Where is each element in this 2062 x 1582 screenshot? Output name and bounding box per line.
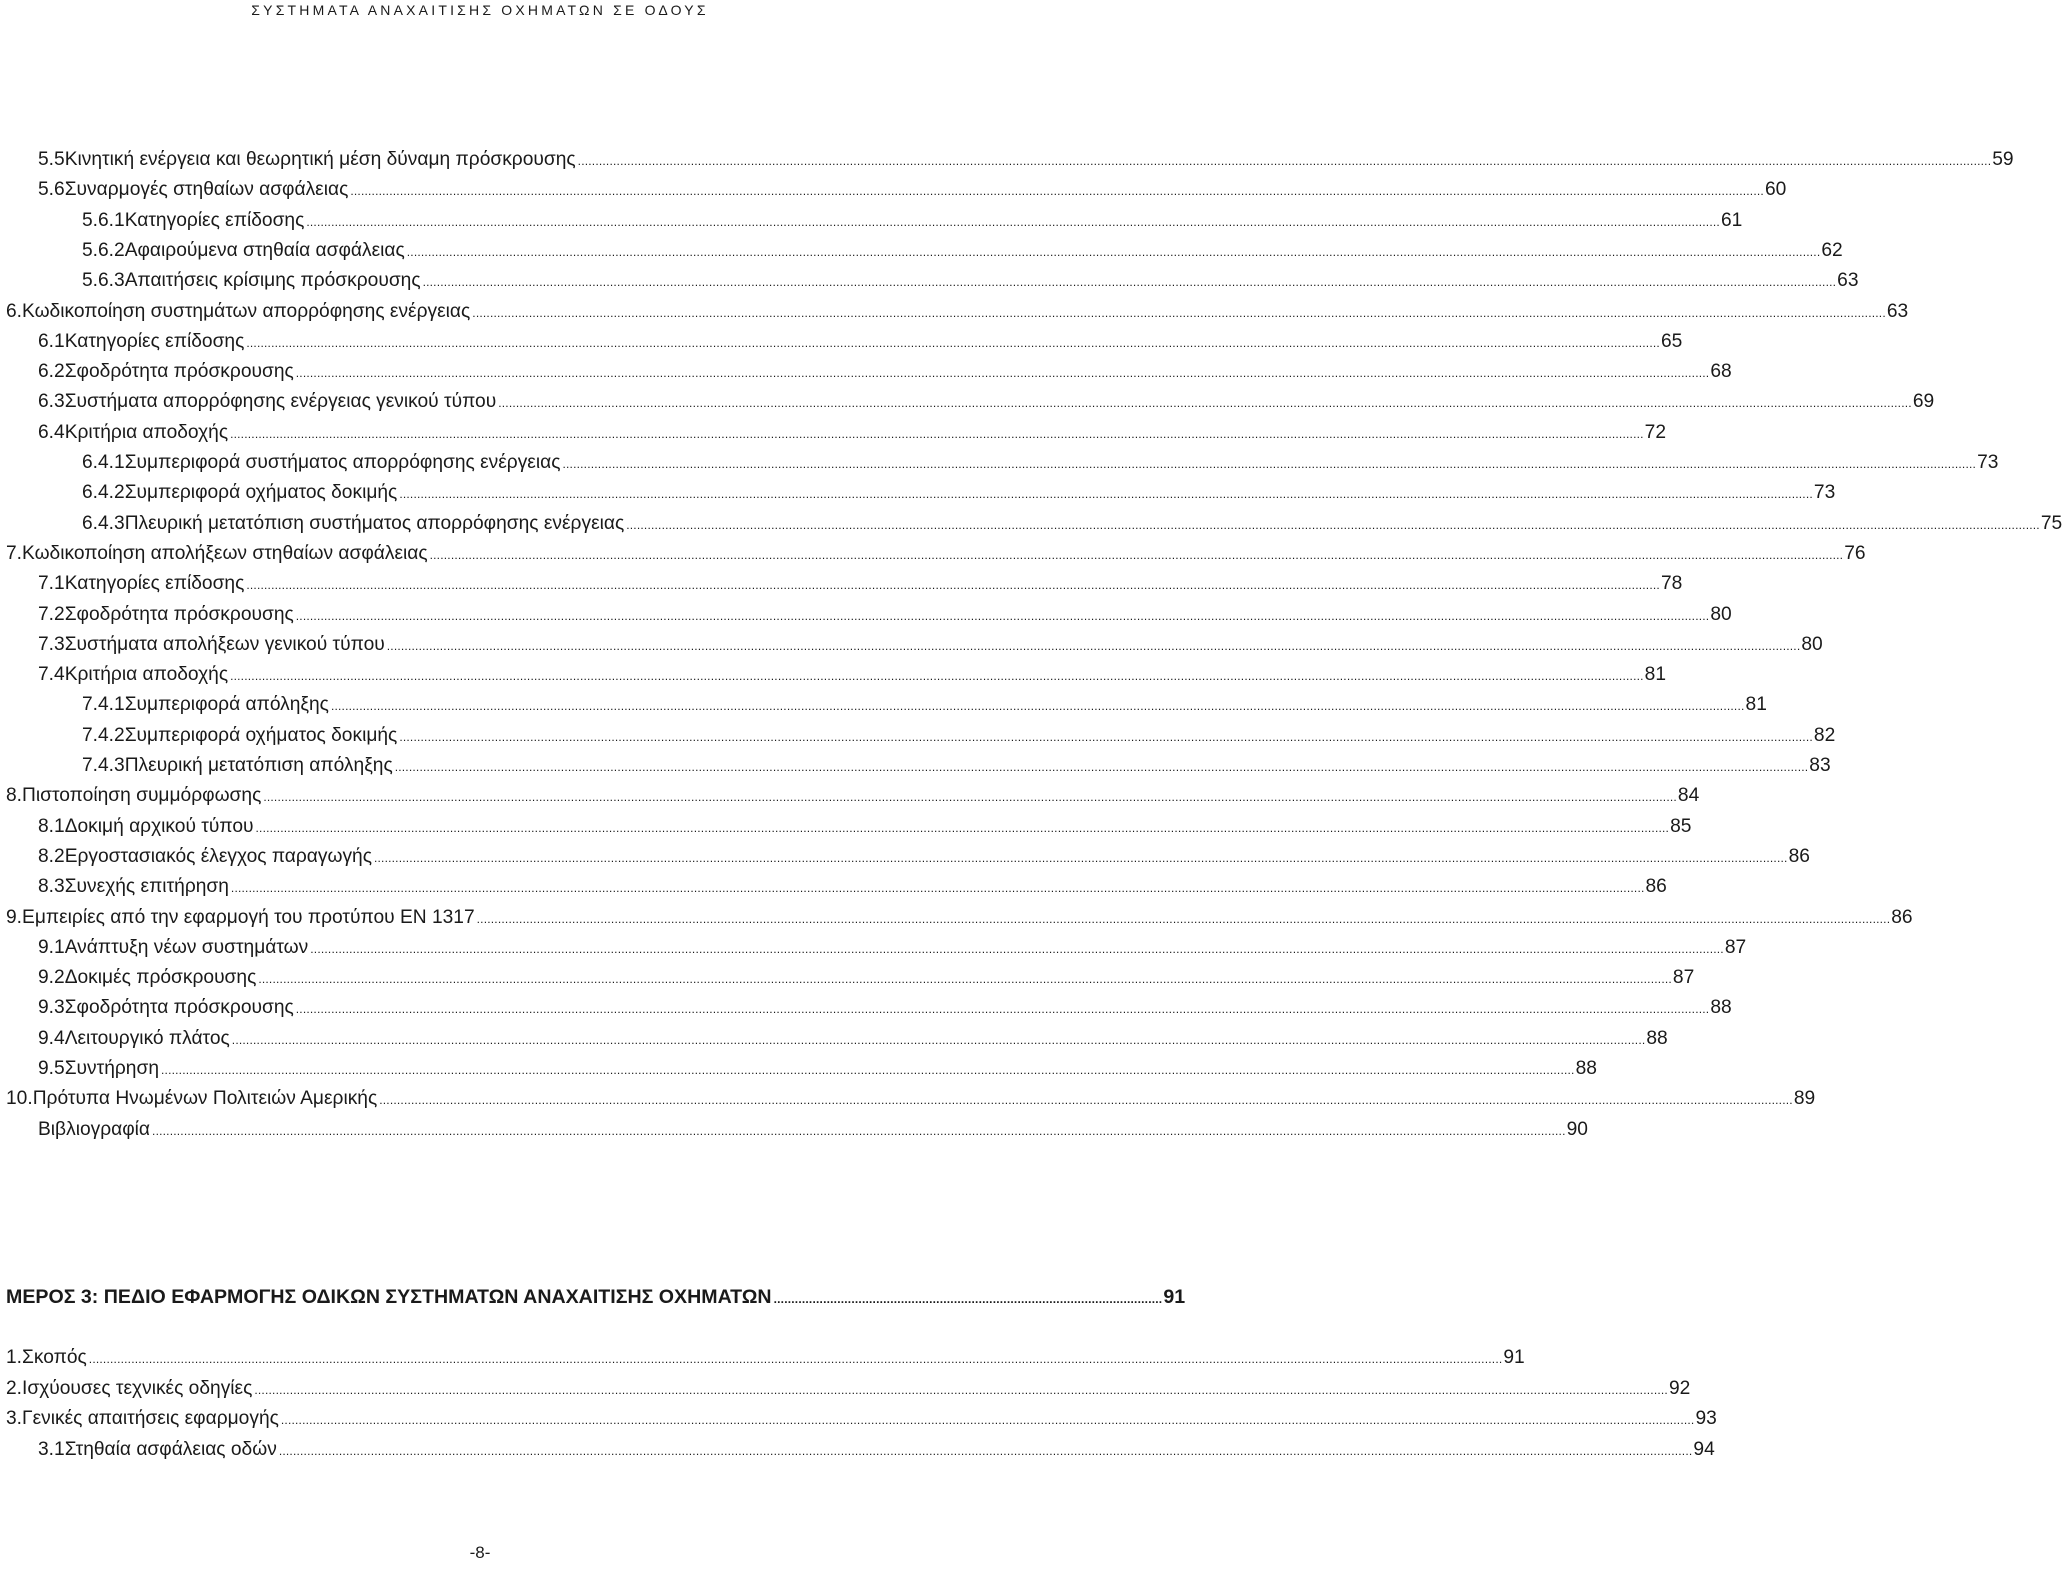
toc-entry-number: 6.4.3: [82, 512, 125, 534]
toc-entry-number: 1.: [6, 1347, 23, 1368]
toc-entry-title: Ισχύουσες τεχνικές οδηγίες: [22, 1377, 253, 1399]
toc-entry-title: Δοκιμές πρόσκρουσης: [64, 967, 257, 989]
toc-entry-number: 7.4.3: [82, 755, 125, 776]
toc-entry-title: Κριτήρια αποδοχής: [64, 664, 229, 686]
toc-entry-page: 88: [1710, 997, 1732, 1019]
leader-dots: ................................................................................................................................................................................................................................................................................................................................................................................................................: [280, 1413, 1695, 1427]
leader-dots: ................................................................................................................................................................................................................................................................................................................................................................................................................: [255, 820, 1670, 835]
toc-entry-title: Συνεχής επιτήρηση: [64, 876, 229, 898]
toc-entry-page: 86: [1891, 906, 1913, 928]
toc-entry-number: 9.5: [38, 1058, 65, 1079]
toc-entry-title: Σκοπός: [22, 1347, 87, 1368]
toc-entry-page: 85: [1670, 815, 1692, 837]
toc-entry-title: Βιβλιογραφία: [38, 1118, 151, 1140]
toc-entry[interactable]: [82, 206, 1743, 236]
toc-entry-title: Σφοδρότητα πρόσκρουσης: [64, 997, 294, 1019]
toc-entry-number: 8.: [6, 785, 23, 807]
toc-entry-title: Γενικές απαιτήσεις εφαρμογής: [22, 1408, 279, 1429]
toc-entry[interactable]: [6, 1084, 1816, 1114]
toc-entry-number: 5.5: [38, 149, 65, 170]
toc-entry-title: Εργοστασιακός έλεγχος παραγωγής: [64, 845, 372, 867]
leader-dots: ................................................................................................................................................................................................................................................................................................................................................................................................................: [310, 941, 1724, 956]
toc-entry[interactable]: [6, 1374, 1691, 1404]
toc-entry-title: Αφαιρούμενα στηθαία ασφάλειας: [124, 239, 405, 261]
toc-entry-title: Κωδικοποίηση συστημάτων απορρόφησης ενέργειας: [22, 300, 471, 322]
toc-entry-title: Ανάπτυξη νέων συστημάτων: [64, 936, 309, 958]
toc-entry-number: 2.: [6, 1377, 23, 1399]
toc-entry[interactable]: [6, 781, 1700, 811]
toc-entry-title: Πλευρική μετατόπιση συστήματος απορρόφησης ενέργειας: [124, 512, 625, 534]
toc-entry-number: 6.4.1: [82, 452, 125, 473]
toc-entry-page: 76: [1844, 542, 1866, 564]
toc-entry-page: 83: [1809, 755, 1831, 776]
toc-entry-title: Συμπεριφορά απόληξης: [124, 694, 329, 716]
leader-dots: ................................................................................................................................................................................................................................................................................................................................................................................................................: [330, 699, 1745, 714]
toc-entry-page: 75: [2040, 512, 2062, 534]
toc-entry[interactable]: [82, 448, 1999, 478]
leader-dots: ................................................................................................................................................................................................................................................................................................................................................................................................................: [246, 335, 1660, 350]
part-3-heading-title: ΜΕΡΟΣ 3: ΠΕΔΙΟ ΕΦΑΡΜΟΓΗΣ ΟΔΙΚΩΝ ΣΥΣΤΗΜΑΤΩΝ ΑΝΑΧΑΙΤΙΣΗΣ ΟΧΗΜΑΤΩΝ: [6, 1286, 772, 1308]
leader-dots: ................................................................................................................................................................................................................................................................................................................................................................................................................: [230, 426, 1644, 441]
leader-dots: ................................................................................................................................................................................................................................................................................................................................................................................................................: [476, 911, 1891, 926]
toc-entry[interactable]: [38, 630, 1823, 660]
toc-entry-number: 6.4.2: [82, 482, 125, 504]
toc-entry-page: 63: [1837, 270, 1859, 292]
toc-entry-title: Πιστοποίηση συμμόρφωσης: [22, 785, 262, 807]
leader-dots: ................................................................................................................................................................................................................................................................................................................................................................................................................: [498, 396, 1912, 411]
toc-entry-number: 7.4.1: [82, 694, 125, 716]
toc-entry[interactable]: [82, 509, 2062, 539]
leader-dots: ................................................................................................................................................................................................................................................................................................................................................................................................................: [472, 305, 1886, 320]
leader-dots: ................................................................................................................................................................................................................................................................................................................................................................................................................: [231, 1032, 1646, 1047]
toc-entry-page: 84: [1677, 785, 1700, 807]
toc-entry-number: 10.: [6, 1088, 33, 1110]
toc-entry[interactable]: [38, 993, 1732, 1023]
toc-entry-page: 86: [1788, 845, 1810, 867]
toc-entry-page: 89: [1793, 1088, 1816, 1110]
toc-entry-title: Απαιτήσεις κρίσιμης πρόσκρουσης: [124, 270, 421, 292]
toc-entry-title: Κωδικοποίηση απολήξεων στηθαίων ασφάλειας: [22, 542, 428, 564]
toc-entry-number: 9.4: [38, 1027, 65, 1049]
toc-entry-page: 94: [1693, 1438, 1715, 1460]
leader-dots: ................................................................................................................................................................................................................................................................................................................................................................................................................: [258, 972, 1672, 987]
toc-entry-page: 80: [1710, 603, 1732, 625]
toc-entry-page: 87: [1672, 967, 1695, 989]
leader-dots: ................................................................................................................................................................................................................................................................................................................................................................................................................: [161, 1063, 1575, 1077]
toc-entry-page: 82: [1813, 724, 1836, 746]
running-header: ΣΥΣΤΗΜΑΤΑ ΑΝΑΧΑΙΤΙΣΗΣ ΟΧΗΜΑΤΩΝ ΣΕ ΟΔΟΥΣ: [251, 2, 709, 18]
toc-entry-page: 88: [1646, 1027, 1668, 1049]
part-3-heading-page: 91: [1163, 1286, 1186, 1308]
leader-dots: ................................................................................................................................................................................................................................................................................................................................................................................................................: [254, 1382, 1668, 1397]
toc-entry-number: 5.6: [38, 179, 65, 201]
toc-entry[interactable]: [38, 387, 1935, 417]
toc-entry-page: 68: [1710, 361, 1732, 383]
leader-dots: ................................................................................................................................................................................................................................................................................................................................................................................................................: [399, 729, 1813, 744]
toc-entry-title: Συντήρηση: [64, 1058, 159, 1079]
toc-entry[interactable]: [38, 357, 1732, 387]
toc-entry-number: 7.: [6, 542, 23, 564]
toc-entry-title: Συστήματα απορρόφησης ενέργειας γενικού τύπου: [64, 391, 497, 413]
leader-dots: ................................................................................................................................................................................................................................................................................................................................................................................................................: [152, 1123, 1566, 1138]
toc-entry-page: 61: [1720, 209, 1743, 231]
toc-entry-title: Συμπεριφορά συστήματος απορρόφησης ενέργειας: [124, 452, 561, 473]
toc-entry[interactable]: [6, 903, 1913, 933]
toc-entry-page: 65: [1660, 330, 1683, 352]
leader-dots: ................................................................................................................................................................................................................................................................................................................................................................................................................: [562, 457, 1977, 471]
toc-entry-page: 86: [1645, 876, 1667, 898]
leader-dots: ................................................................................................................................................................................................................................................................................................................................................................................................................: [406, 244, 1821, 259]
toc-entry[interactable]: [38, 933, 1747, 963]
toc-entry-title: Κινητική ενέργεια και θεωρητική μέση δύναμη πρόσκρουσης: [64, 149, 576, 170]
toc-entry-page: 78: [1660, 573, 1683, 595]
toc-entry-page: 59: [1992, 149, 2014, 170]
toc-entry[interactable]: [6, 297, 1909, 327]
toc-entry-page: 92: [1668, 1377, 1691, 1399]
toc-entry-page: 60: [1764, 179, 1787, 201]
toc-entry-page: 90: [1566, 1118, 1588, 1140]
toc-entry[interactable]: [38, 600, 1732, 630]
leader-dots: ................................................................................................................................................................................................................................................................................................................................................................................................................: [379, 1093, 1793, 1108]
toc-entry-number: 6.3: [38, 391, 65, 413]
leader-dots: ................................................................................................................................................................................................................................................................................................................................................................................................................: [230, 881, 1645, 896]
toc-entry-title: Συστήματα απολήξεων γενικού τύπου: [64, 633, 385, 655]
toc-entry[interactable]: [82, 690, 1767, 720]
leader-dots: ................................................................................................................................................................................................................................................................................................................................................................................................................: [386, 638, 1801, 653]
toc-entry-title: Κατηγορίες επίδοσης: [124, 209, 305, 231]
leader-dots: ................................................................................................................................................................................................................................................................................................................................................................................................................: [394, 760, 1809, 774]
toc-entry-title: Σφοδρότητα πρόσκρουσης: [64, 361, 294, 383]
toc-entry-number: 7.4.2: [82, 724, 125, 746]
leader-dots: ................................................................................................................................................................................................................................................................................................................................................................................................................: [422, 275, 1837, 290]
toc-entry-number: 8.2: [38, 845, 65, 867]
toc-entry[interactable]: [38, 660, 1667, 690]
toc-entry-number: 9.3: [38, 997, 65, 1019]
toc-entry-page: 69: [1912, 391, 1935, 413]
leader-dots: ................................................................................................................................................................................................................................................................................................................................................................................................................: [230, 669, 1644, 684]
toc-entry-number: 6.4: [38, 421, 65, 443]
toc-entry-number: 5.6.1: [82, 209, 125, 231]
toc-entry[interactable]: [6, 539, 1866, 569]
toc-entry-number: 9.: [6, 906, 23, 928]
toc-entry[interactable]: [6, 1343, 1525, 1373]
toc-entry-title: Συμπεριφορά οχήματος δοκιμής: [124, 724, 398, 746]
page-number-footer: -8-: [469, 1543, 491, 1562]
toc-entry-title: Πρότυπα Ηνωμένων Πολιτειών Αμερικής: [32, 1088, 378, 1110]
leader-dots: ..............................................................................................................: [773, 1292, 1163, 1306]
toc-entry[interactable]: [82, 721, 1836, 751]
leader-dots: ................................................................................................................................................................................................................................................................................................................................................................................................................: [626, 517, 2040, 532]
toc-entry-number: 7.1: [38, 573, 65, 595]
toc-entry-number: 9.1: [38, 936, 65, 958]
toc-entry[interactable]: [82, 478, 1836, 508]
toc-entry-page: 87: [1724, 936, 1747, 958]
leader-dots: ................................................................................................................................................................................................................................................................................................................................................................................................................: [295, 608, 1710, 623]
toc-entry-title: Εμπειρίες από την εφαρμογή του προτύπου ΕΝ 1317: [22, 906, 475, 928]
leader-dots: ................................................................................................................................................................................................................................................................................................................................................................................................................: [295, 1002, 1710, 1017]
toc-entry[interactable]: [82, 236, 1843, 266]
toc-entry[interactable]: [38, 418, 1667, 448]
toc-entry[interactable]: [38, 963, 1695, 993]
toc-entry-title: Στηθαία ασφάλειας οδών: [64, 1438, 277, 1460]
toc-entry[interactable]: [38, 569, 1683, 599]
leader-dots: ................................................................................................................................................................................................................................................................................................................................................................................................................: [399, 487, 1813, 502]
toc-entry-title: Κατηγορίες επίδοσης: [64, 573, 245, 595]
toc-entry[interactable]: [38, 1115, 1588, 1145]
toc-entry-title: Πλευρική μετατόπιση απόληξης: [124, 755, 393, 776]
toc-entry[interactable]: [38, 842, 1810, 872]
leader-dots: ................................................................................................................................................................................................................................................................................................................................................................................................................: [263, 790, 1677, 805]
toc-entry-page: 91: [1503, 1347, 1525, 1368]
leader-dots: ................................................................................................................................................................................................................................................................................................................................................................................................................: [295, 366, 1710, 381]
toc-entry[interactable]: [38, 812, 1692, 842]
toc-entry-page: 88: [1575, 1058, 1597, 1079]
toc-entry-number: 8.3: [38, 876, 65, 898]
leader-dots: ................................................................................................................................................................................................................................................................................................................................................................................................................: [577, 154, 1992, 168]
toc-entry-number: 7.3: [38, 633, 65, 655]
toc-entry-number: 7.4: [38, 664, 65, 686]
leader-dots: ................................................................................................................................................................................................................................................................................................................................................................................................................: [373, 850, 1788, 865]
toc-entry-number: 8.1: [38, 815, 65, 837]
toc-entry-title: Σφοδρότητα πρόσκρουσης: [64, 603, 294, 625]
toc-entry-page: 63: [1886, 300, 1909, 322]
toc-entry-page: 81: [1644, 664, 1667, 686]
toc-entry[interactable]: [38, 872, 1667, 902]
toc-entry-number: 5.6.2: [82, 239, 125, 261]
toc-entry-page: 81: [1745, 694, 1767, 716]
toc-entry-page: 80: [1801, 633, 1823, 655]
toc-entry-number: 3.1: [38, 1438, 65, 1460]
toc-entry-number: 9.2: [38, 967, 65, 989]
leader-dots: ................................................................................................................................................................................................................................................................................................................................................................................................................: [306, 214, 1720, 229]
toc-entry-number: 7.2: [38, 603, 65, 625]
toc-entry-number: 6.: [6, 300, 23, 322]
toc-entry[interactable]: [82, 751, 1831, 781]
toc-entry-title: Κριτήρια αποδοχής: [64, 421, 229, 443]
toc-entry[interactable]: [38, 327, 1683, 357]
toc-entry-title: Συναρμογές στηθαίων ασφάλειας: [64, 179, 349, 201]
leader-dots: ................................................................................................................................................................................................................................................................................................................................................................................................................: [278, 1443, 1693, 1458]
toc-entry[interactable]: [38, 1024, 1668, 1054]
toc-entry-page: 72: [1644, 421, 1667, 443]
toc-entry[interactable]: [38, 1054, 1597, 1084]
toc-entry-title: Κατηγορίες επίδοσης: [64, 330, 245, 352]
leader-dots: ................................................................................................................................................................................................................................................................................................................................................................................................................: [429, 547, 1844, 562]
toc-entry[interactable]: [38, 175, 1787, 205]
leader-dots: ................................................................................................................................................................................................................................................................................................................................................................................................................: [246, 578, 1660, 593]
toc-entry-page: 73: [1977, 452, 1999, 473]
toc-entry-title: Δοκιμή αρχικού τύπου: [64, 815, 254, 837]
toc-entry-number: 3.: [6, 1408, 23, 1429]
toc-entry-title: Λειτουργικό πλάτος: [64, 1027, 230, 1049]
toc-entry-number: 6.1: [38, 330, 65, 352]
toc-entry[interactable]: [82, 266, 1859, 296]
toc-entry[interactable]: [6, 1404, 1717, 1434]
toc-entry-number: 5.6.3: [82, 270, 125, 292]
toc-entry-title: Συμπεριφορά οχήματος δοκιμής: [124, 482, 398, 504]
toc-entry-number: 6.2: [38, 361, 65, 383]
part-3-heading[interactable]: [6, 1282, 1186, 1312]
toc-entry[interactable]: [38, 1435, 1715, 1465]
toc-entry-page: 93: [1695, 1408, 1717, 1429]
leader-dots: ................................................................................................................................................................................................................................................................................................................................................................................................................: [350, 184, 1764, 199]
toc-entry[interactable]: [38, 145, 2014, 175]
leader-dots: ................................................................................................................................................................................................................................................................................................................................................................................................................: [88, 1352, 1503, 1366]
toc-entry-page: 62: [1821, 239, 1843, 261]
toc-entry-page: 73: [1813, 482, 1836, 504]
